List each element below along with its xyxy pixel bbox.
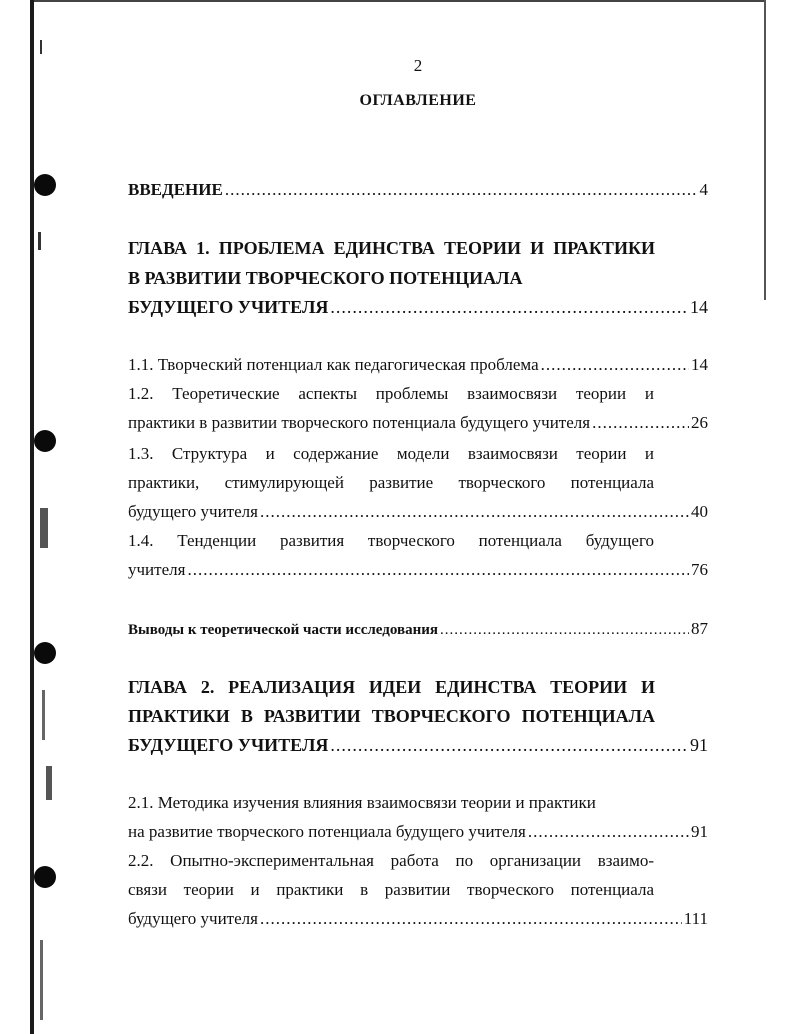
toc-entry-chapter1[interactable] bbox=[128, 297, 708, 317]
toc-entry-label: на развитие творческого потенциала будущего учителя bbox=[128, 822, 526, 841]
dot-leader bbox=[260, 502, 689, 522]
toc-page-number: 14 bbox=[691, 355, 708, 374]
toc-entry-intro[interactable] bbox=[128, 180, 708, 200]
toc-page-number: 4 bbox=[699, 180, 708, 199]
toc-entry-1-3[interactable] bbox=[128, 502, 708, 522]
scan-speck bbox=[40, 940, 43, 1020]
toc-entry-chapter2[interactable] bbox=[128, 735, 708, 755]
toc-entry-2-2-line[interactable] bbox=[128, 880, 708, 900]
toc-entry-label: ВВЕДЕНИЕ bbox=[128, 180, 223, 199]
toc-entry-label: 1.2. Теоретические аспекты проблемы взаимосвязи теории и bbox=[128, 384, 654, 403]
scan-speck bbox=[42, 690, 45, 740]
dot-leader bbox=[225, 180, 698, 200]
toc-page-number: 76 bbox=[691, 560, 708, 579]
dot-leader bbox=[440, 620, 689, 640]
toc-chapter-title: БУДУЩЕГО УЧИТЕЛЯ bbox=[128, 735, 329, 755]
toc-entry-2-2-line[interactable] bbox=[128, 851, 708, 871]
toc-entry-2-1-line[interactable] bbox=[128, 793, 708, 813]
toc-entry-label: 1.4. Тенденции развития творческого потенциала будущего bbox=[128, 531, 654, 550]
toc-page-number: 40 bbox=[691, 502, 708, 521]
toc-page-number: 91 bbox=[691, 822, 708, 841]
punch-hole bbox=[34, 430, 56, 452]
toc-entry-conclusions[interactable] bbox=[128, 619, 708, 640]
page-number: 2 bbox=[413, 56, 423, 75]
toc-chapter-title: ГЛАВА 2. РЕАЛИЗАЦИЯ ИДЕИ ЕДИНСТВА ТЕОРИИ И bbox=[128, 677, 655, 697]
toc-entry-1-2-line[interactable] bbox=[128, 384, 708, 404]
toc-entry-label: будущего учителя bbox=[128, 502, 258, 521]
toc-entry-label: будущего учителя bbox=[128, 909, 258, 928]
punch-hole bbox=[34, 642, 56, 664]
toc-entry-label: связи теории и практики в развитии творческого потенциала bbox=[128, 880, 654, 899]
toc-chapter-title: ПРАКТИКИ В РАЗВИТИИ ТВОРЧЕСКОГО ПОТЕНЦИАЛА bbox=[128, 706, 655, 726]
toc-page-number: 91 bbox=[690, 735, 708, 755]
toc-title: ОГЛАВЛЕНИЕ bbox=[359, 92, 477, 109]
toc-chapter-title: ГЛАВА 1. ПРОБЛЕМА ЕДИНСТВА ТЕОРИИ И ПРАКТИКИ bbox=[128, 238, 655, 258]
punch-hole bbox=[34, 174, 56, 196]
scan-speck bbox=[40, 40, 42, 54]
dot-leader bbox=[592, 413, 689, 433]
toc-entry-label: Выводы к теоретической части исследования bbox=[128, 622, 438, 638]
toc-entry-2-1[interactable] bbox=[128, 822, 708, 842]
toc-page-number: 111 bbox=[683, 909, 708, 928]
scan-speck bbox=[38, 232, 41, 250]
toc-page-number: 87 bbox=[691, 619, 708, 638]
dot-leader bbox=[330, 297, 688, 317]
scan-speck bbox=[46, 766, 52, 800]
toc-page-number: 14 bbox=[690, 297, 708, 317]
toc-chapter-title: БУДУЩЕГО УЧИТЕЛЯ bbox=[128, 297, 329, 317]
toc-entry-1-2[interactable] bbox=[128, 413, 708, 433]
scan-speck bbox=[40, 508, 48, 548]
toc-entry-1-1[interactable] bbox=[128, 355, 708, 375]
toc-chapter1-line[interactable] bbox=[128, 238, 708, 258]
toc-entry-1-4-line[interactable] bbox=[128, 531, 708, 551]
scan-edge-right bbox=[764, 0, 766, 300]
toc-entry-label: 1.3. Структура и содержание модели взаимосвязи теории и bbox=[128, 444, 654, 463]
toc-entry-2-2[interactable] bbox=[128, 909, 708, 929]
scan-edge-top bbox=[34, 0, 764, 2]
dot-leader bbox=[187, 560, 689, 580]
toc-entry-label: практики в развитии творческого потенциала будущего учителя bbox=[128, 413, 591, 432]
toc-chapter1-line[interactable] bbox=[128, 268, 708, 288]
toc-chapter2-line[interactable] bbox=[128, 706, 708, 726]
toc-entry-label: 2.1. Методика изучения влияния взаимосвязи теории и практики bbox=[128, 793, 596, 812]
toc-chapter-title: В РАЗВИТИИ ТВОРЧЕСКОГО ПОТЕНЦИАЛА bbox=[128, 268, 523, 288]
toc-entry-1-3-line[interactable] bbox=[128, 444, 708, 464]
toc-entry-label: 2.2. Опытно-экспериментальная работа по организации взаимо- bbox=[128, 851, 654, 870]
toc-entry-label: учителя bbox=[128, 560, 186, 579]
dot-leader bbox=[260, 909, 682, 929]
toc-page-number: 26 bbox=[691, 413, 708, 432]
dot-leader bbox=[528, 822, 689, 842]
toc-entry-label: практики, стимулирующей развитие творческого потенциала bbox=[128, 473, 654, 492]
toc-chapter2-line[interactable] bbox=[128, 677, 708, 697]
dot-leader bbox=[330, 735, 688, 755]
toc-entry-1-3-line[interactable] bbox=[128, 473, 708, 493]
toc-entry-1-4[interactable] bbox=[128, 560, 708, 580]
punch-hole bbox=[34, 866, 56, 888]
toc-entry-label: 1.1. Творческий потенциал как педагогическая проблема bbox=[128, 355, 539, 374]
dot-leader bbox=[541, 355, 689, 375]
